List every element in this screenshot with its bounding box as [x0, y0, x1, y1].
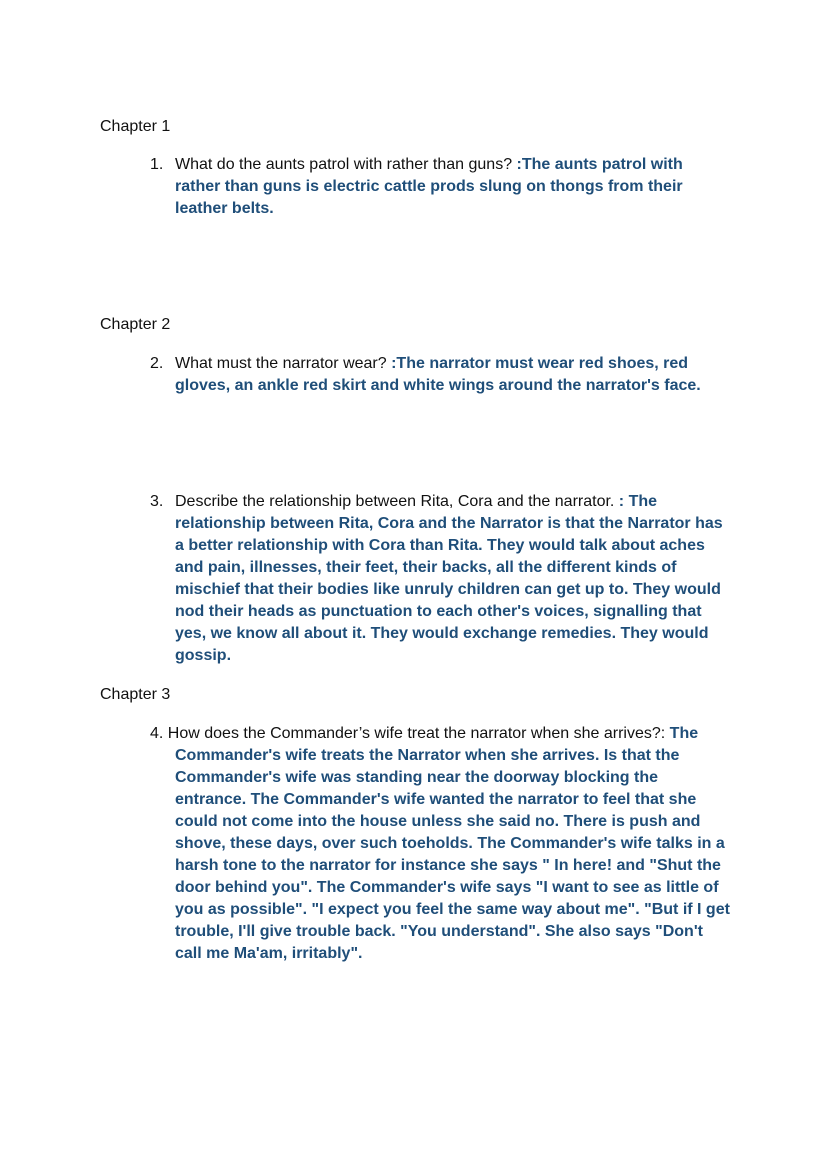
- question-1-separator: :: [512, 156, 522, 173]
- question-3-separator: :: [614, 493, 629, 510]
- question-4-answer: The Commander's wife treats the Narrator when she arrives. Is that the Commander's wife was standing near the doorway blocking the entrance. The Commander's wife wanted the narrator to feel that she could not come into the house unless she said no. There is push and shove, these days, over such toeholds. The Commander's wife talks in a harsh tone to the narrator for instance she says " In here! and "Shut the door behind you". The Commander's wife says "I want to see as little of you as possible". "I expect you feel the same way about me". "But if I get trouble, I'll give trouble back. "You understand". She also says "Don't call me Ma'am, irritably".: [175, 725, 730, 962]
- question-3-number: 3.: [150, 493, 164, 510]
- question-4-number: 4.: [150, 725, 164, 742]
- question-1-answer: The aunts patrol with rather than guns is electric cattle prods slung on thongs from their leather belts.: [175, 156, 683, 217]
- question-2-number: 2.: [150, 355, 164, 372]
- question-1: [150, 154, 730, 220]
- chapter-2-heading: Chapter 2: [100, 316, 171, 333]
- chapter-1-heading: Chapter 1: [100, 118, 171, 135]
- question-3: [150, 491, 730, 667]
- question-1-number: 1.: [150, 156, 164, 173]
- question-2-separator: :: [386, 355, 397, 372]
- question-2-text: What must the narrator wear?: [175, 355, 387, 372]
- question-1-text: What do the aunts patrol with rather than guns?: [175, 156, 513, 173]
- question-2-answer: The narrator must wear red shoes, red gloves, an ankle red skirt and white wings around the narrator's face.: [175, 355, 701, 394]
- question-2: [150, 353, 730, 397]
- question-4-text: How does the Commander’s wife treat the narrator when she arrives?:: [167, 725, 666, 742]
- chapter-3-heading: Chapter 3: [100, 686, 171, 703]
- question-3-text: Describe the relationship between Rita, Cora and the narrator.: [175, 493, 615, 510]
- question-3-answer: The relationship between Rita, Cora and the Narrator is that the Narrator has a better relationship with Cora than Rita. They would talk about aches and pain, illnesses, their feet, their backs, all the different kinds of mischief that their bodies like unruly children can get up to. They would nod their heads as punctuation to each other's voices, signalling that yes, we know all about it. They would exchange remedies. They would gossip.: [175, 493, 723, 664]
- question-4: [150, 723, 730, 965]
